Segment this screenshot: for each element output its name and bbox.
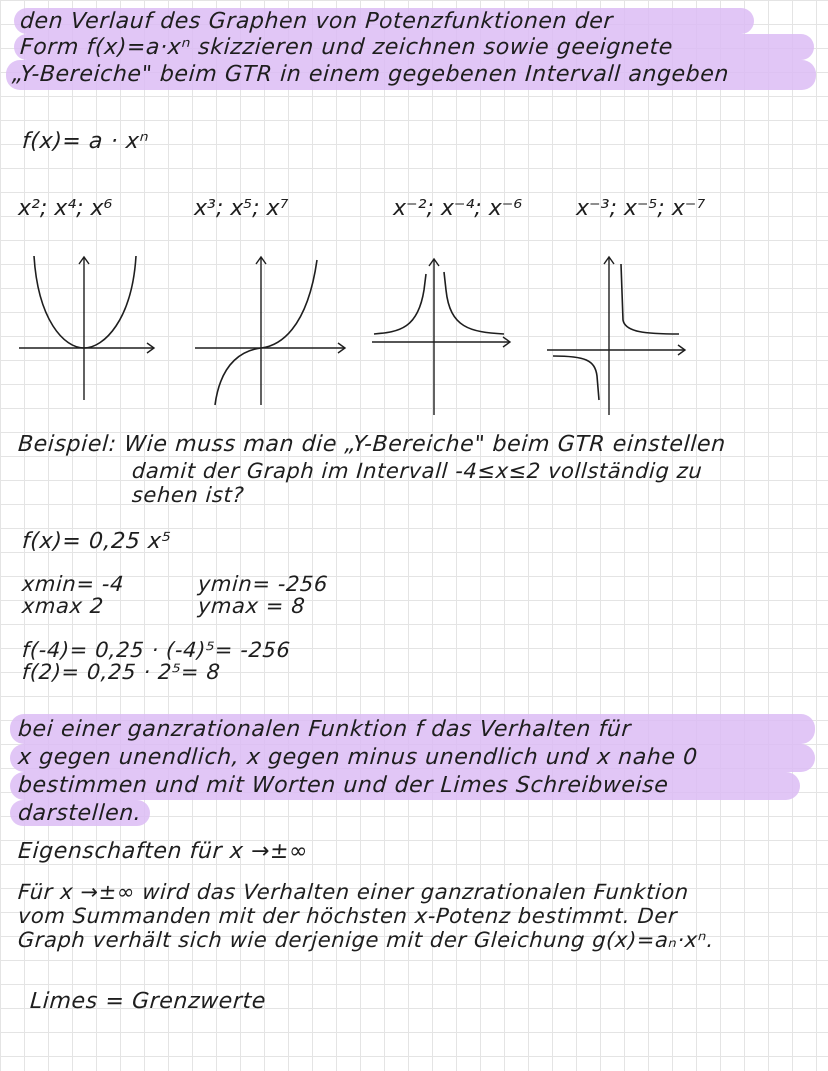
task2-line-3: bestimmen und mit Worten und der Limes Schreibweise	[17, 773, 670, 798]
graph-odd-positive	[195, 250, 355, 410]
properties-line-2: vom Summanden mit der höchsten x-Potenz bestimmt. Der	[17, 904, 679, 928]
exponent-group-even-negative: x⁻²; x⁻⁴; x⁻⁶	[393, 196, 523, 221]
properties-heading: Eigenschaften für x →±∞	[17, 839, 309, 864]
example-ymax: ymax = 8	[197, 594, 307, 618]
example-calc-1: f(-4)= 0,25 · (-4)⁵= -256	[21, 638, 292, 662]
exponent-group-even-positive: x²; x⁴; x⁶	[18, 196, 113, 221]
limes-note: Limes = Grenzwerte	[29, 989, 267, 1014]
example-ymin: ymin= -256	[197, 572, 329, 596]
task2-line-4: darstellen.	[17, 801, 143, 826]
intro-line-2: Form f(x)=a·xⁿ skizzieren und zeichnen sowie geeignete	[19, 35, 674, 60]
graph-even-negative	[370, 250, 520, 420]
properties-line-1: Für x →±∞ wird das Verhalten einer ganzrationalen Funktion	[17, 880, 690, 904]
graph-even-positive	[14, 250, 164, 410]
example-line-2: damit der Graph im Intervall -4≤x≤2 vollständig zu	[131, 459, 704, 483]
intro-line-3: „Y-Bereiche" beim GTR in einem gegebenen Intervall angeben	[11, 62, 730, 87]
exponent-group-odd-positive: x³; x⁵; x⁷	[194, 196, 289, 221]
example-calc-2: f(2)= 0,25 · 2⁵= 8	[21, 660, 222, 684]
properties-line-3: Graph verhält sich wie derjenige mit der Gleichung g(x)=aₙ·xⁿ.	[17, 928, 715, 952]
example-xmax: xmax 2	[21, 594, 105, 618]
graph-odd-negative	[545, 250, 695, 420]
task2-line-1: bei einer ganzrationalen Funktion f das Verhalten für	[17, 717, 633, 742]
example-line-1: Beispiel: Wie muss man die „Y-Bereiche" beim GTR einstellen	[17, 432, 727, 457]
intro-line-1: den Verlauf des Graphen von Potenzfunktionen der	[19, 9, 615, 34]
example-function: f(x)= 0,25 x⁵	[21, 529, 172, 554]
general-formula: f(x)= a · xⁿ	[21, 129, 150, 154]
example-xmin: xmin= -4	[21, 572, 125, 596]
exponent-group-odd-negative: x⁻³; x⁻⁵; x⁻⁷	[576, 196, 706, 221]
task2-line-2: x gegen unendlich, x gegen minus unendlich und x nahe 0	[17, 745, 699, 770]
example-line-3: sehen ist?	[131, 483, 246, 507]
